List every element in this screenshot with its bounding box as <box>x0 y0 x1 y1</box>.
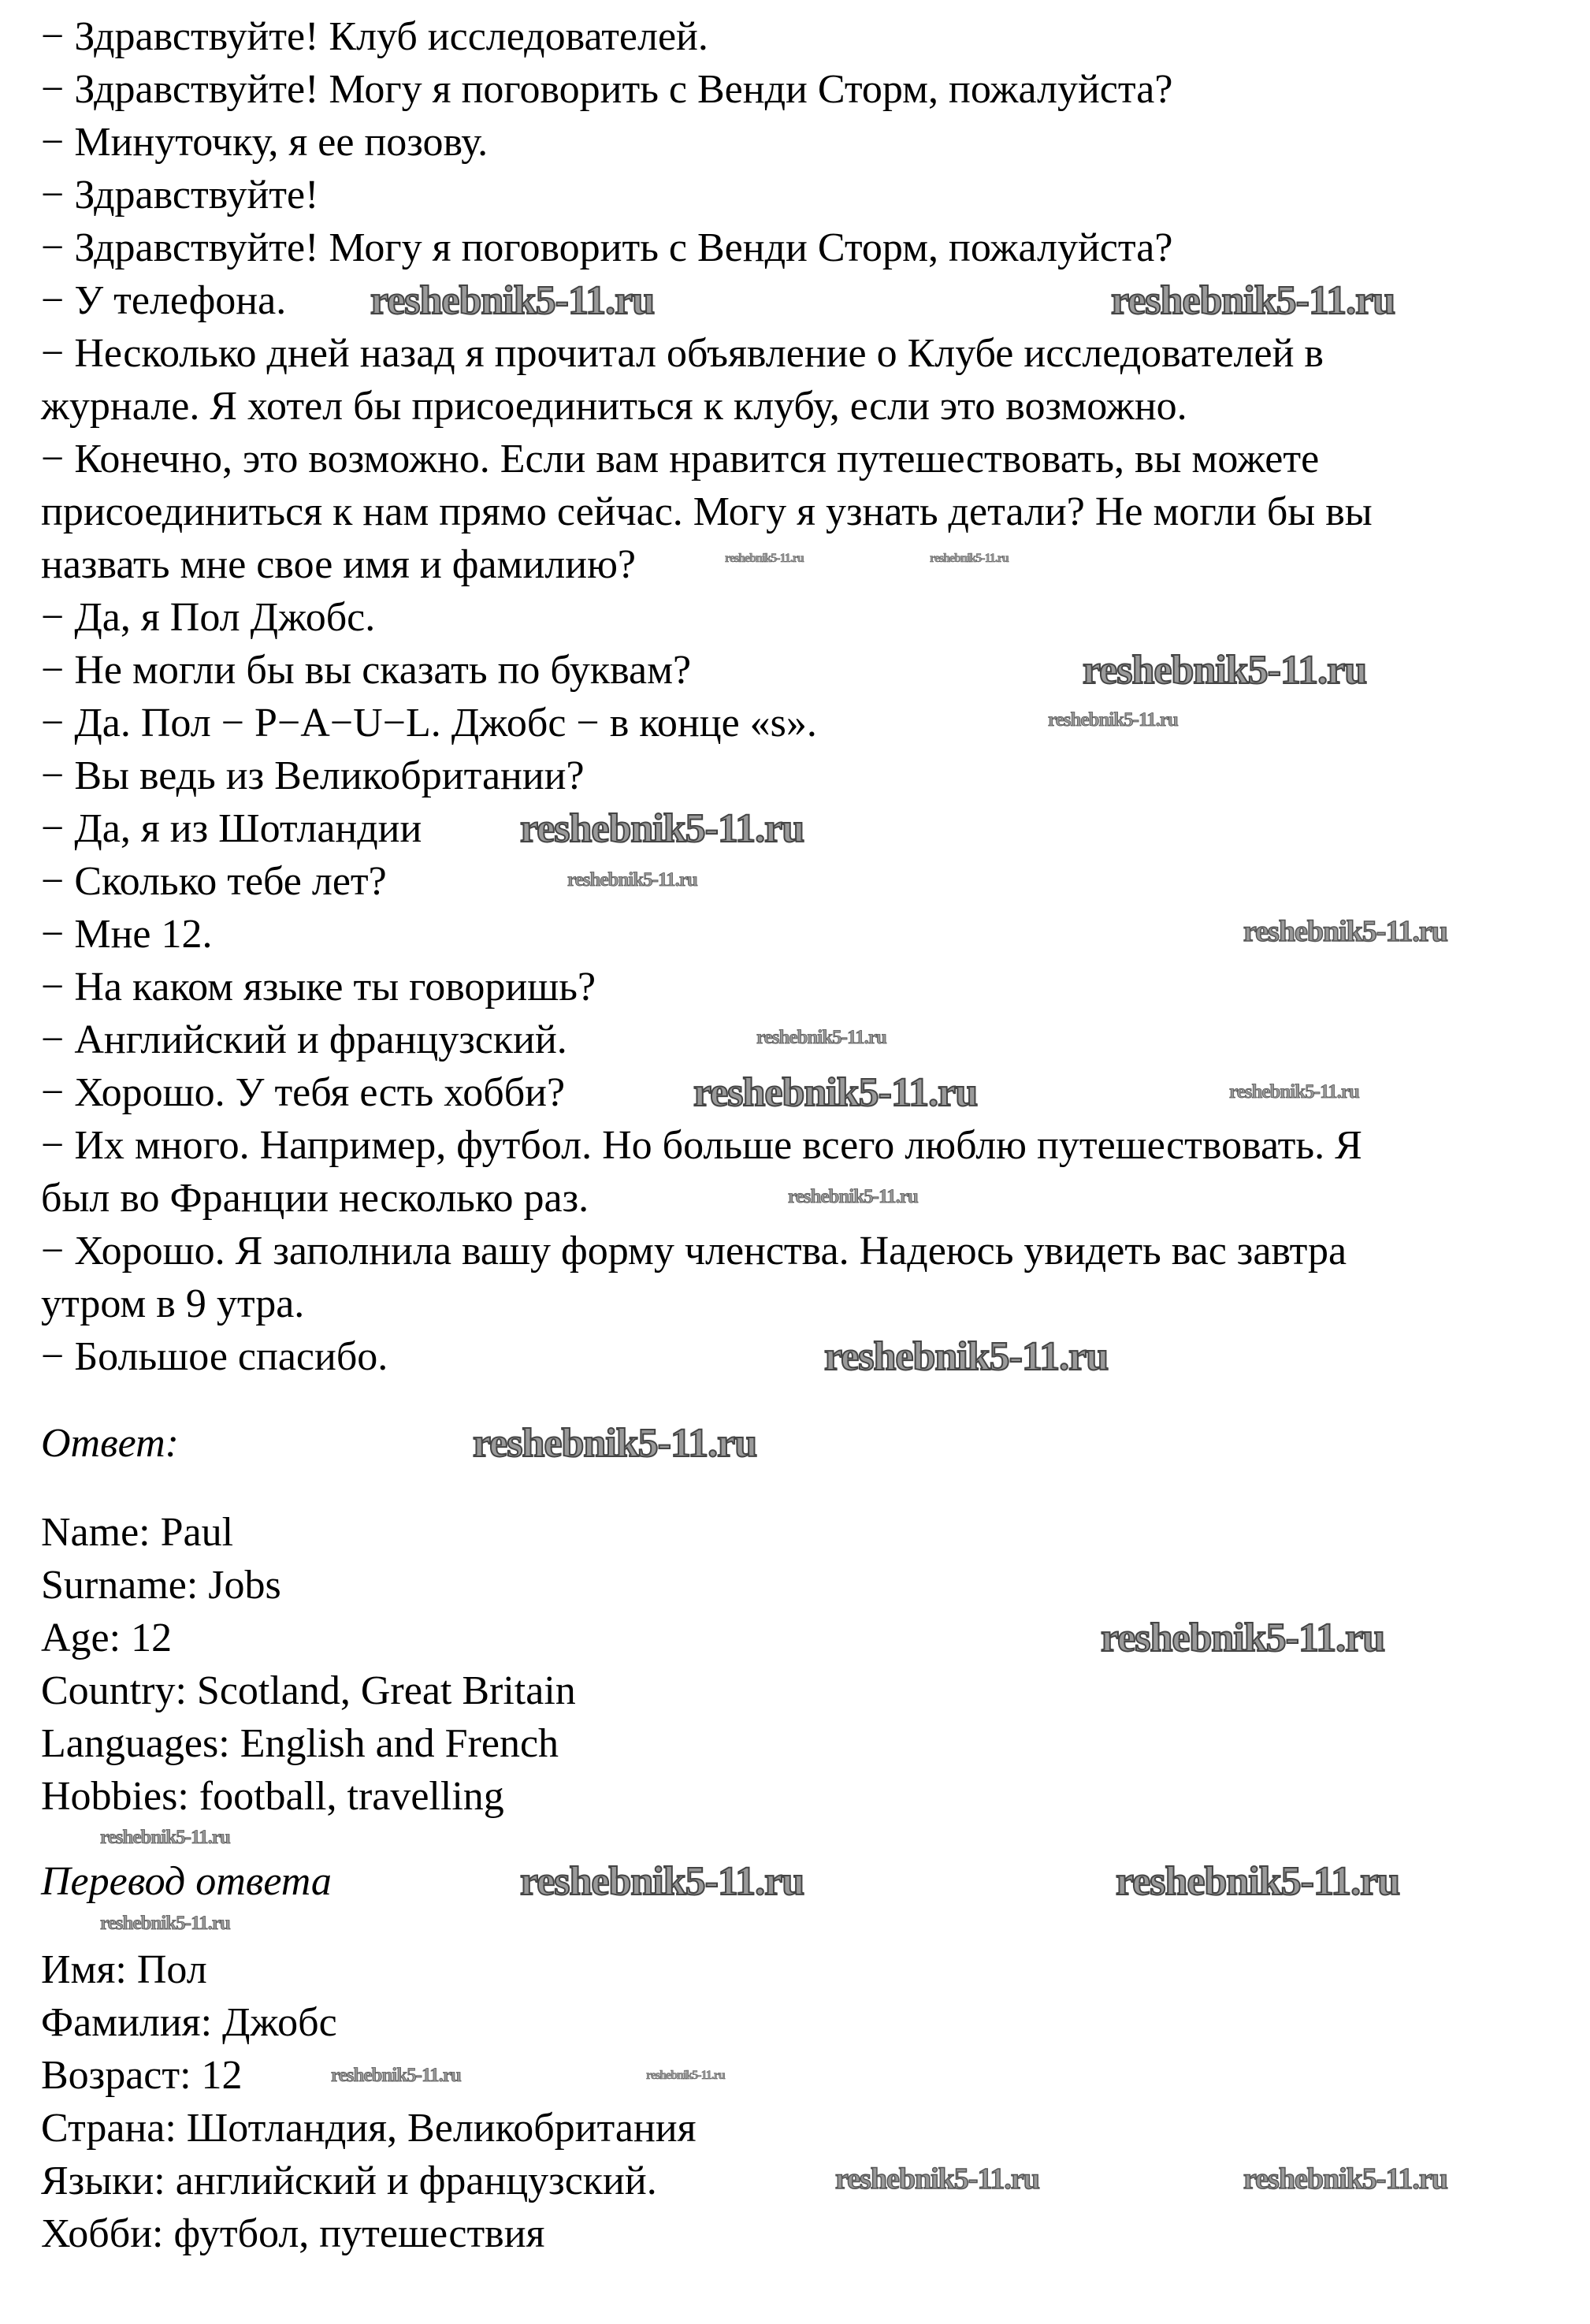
answer-line: Country: Scotland, Great Britain <box>41 1668 576 1713</box>
dialogue-line: − Здравствуйте! Клуб исследователей. <box>41 14 708 59</box>
dialogue-line: − На каком языке ты говоришь? <box>41 965 596 1010</box>
translation-line: Имя: Пол <box>41 1947 207 1992</box>
watermark: reshebnik5-11.ru <box>1083 648 1367 693</box>
watermark: reshebnik5-11.ru <box>1101 1616 1385 1660</box>
translation-line: Языки: английский и французский. <box>41 2159 657 2203</box>
dialogue-line: − Да, я из Шотландии <box>41 806 422 851</box>
dialogue <box>41 10 1373 1383</box>
dialogue-line: − Вы ведь из Великобритании? <box>41 753 585 798</box>
dialogue-line: − Большое спасибо. <box>41 1334 388 1379</box>
translation-heading: Перевод ответа <box>41 1859 332 1904</box>
watermark: reshebnik5-11.ru <box>930 552 1009 565</box>
answer-line: Surname: Jobs <box>41 1563 281 1608</box>
watermark: reshebnik5-11.ru <box>520 806 804 851</box>
watermark: reshebnik5-11.ru <box>1048 709 1178 731</box>
watermark: reshebnik5-11.ru <box>788 1186 918 1207</box>
translation-list <box>41 1943 697 2260</box>
watermark: reshebnik5-11.ru <box>520 1859 804 1904</box>
answer-line: Name: Paul <box>41 1510 234 1555</box>
dialogue-line: − Несколько дней назад я прочитал объявление о Клубе исследователей в <box>41 331 1324 376</box>
translation-line: Хобби: футбол, путешествия <box>41 2211 545 2256</box>
dialogue-line: − Их много. Например, футбол. Но больше всего люблю путешествовать. Я <box>41 1123 1362 1168</box>
dialogue-line: − Хорошо. У тебя есть хобби? <box>41 1070 566 1115</box>
watermark: reshebnik5-11.ru <box>1229 1081 1359 1103</box>
watermark: reshebnik5-11.ru <box>824 1334 1109 1379</box>
watermark: reshebnik5-11.ru <box>473 1421 757 1466</box>
dialogue-line: − Минуточку, я ее позову. <box>41 120 489 165</box>
dialogue-line: − Да, я Пол Джобс. <box>41 595 376 640</box>
watermark: reshebnik5-11.ru <box>100 1913 230 1934</box>
watermark: reshebnik5-11.ru <box>835 2162 1039 2196</box>
dialogue-line: утром в 9 утра. <box>41 1281 305 1326</box>
dialogue-line: − Здравствуйте! Могу я поговорить с Венди Сторм, пожалуйста? <box>41 67 1173 112</box>
dialogue-line: − У телефона. <box>41 278 287 323</box>
dialogue-line: − Да. Пол − P−A−U−L. Джобс − в конце «s». <box>41 701 817 746</box>
dialogue-line: − Мне 12. <box>41 912 213 957</box>
dialogue-line: назвать мне свое имя и фамилию? <box>41 542 636 587</box>
dialogue-line: − Здравствуйте! <box>41 173 319 218</box>
watermark: reshebnik5-11.ru <box>100 1827 230 1848</box>
translation-line: Возраст: 12 <box>41 2053 243 2098</box>
watermark: reshebnik5-11.ru <box>567 869 697 891</box>
dialogue-line: журнале. Я хотел бы присоединиться к клубу, если это возможно. <box>41 384 1187 429</box>
watermark: reshebnik5-11.ru <box>1243 915 1447 948</box>
watermark: reshebnik5-11.ru <box>370 278 655 323</box>
answer-heading: Ответ: <box>41 1421 179 1466</box>
dialogue-line: − Здравствуйте! Могу я поговорить с Венди Сторм, пожалуйста? <box>41 225 1173 270</box>
watermark: reshebnik5-11.ru <box>725 552 804 565</box>
answer-line: Hobbies: football, travelling <box>41 1774 504 1819</box>
dialogue-line: был во Франции несколько раз. <box>41 1176 589 1221</box>
watermark: reshebnik5-11.ru <box>1243 2162 1447 2196</box>
watermark: reshebnik5-11.ru <box>1111 278 1395 323</box>
dialogue-line: − Хорошо. Я заполнила вашу форму членства. Надеюсь увидеть вас завтра <box>41 1229 1347 1274</box>
translation-line: Фамилия: Джобс <box>41 2000 337 2045</box>
dialogue-line: − Сколько тебе лет? <box>41 859 387 904</box>
answer-line: Age: 12 <box>41 1616 173 1660</box>
dialogue-line: − Не могли бы вы сказать по буквам? <box>41 648 692 693</box>
dialogue-line: − Конечно, это возможно. Если вам нравится путешествовать, вы можете <box>41 437 1320 482</box>
watermark: reshebnik5-11.ru <box>1116 1859 1400 1904</box>
watermark: reshebnik5-11.ru <box>331 2065 461 2086</box>
watermark: reshebnik5-11.ru <box>693 1070 978 1115</box>
translation-line: Страна: Шотландия, Великобритания <box>41 2106 697 2151</box>
watermark: reshebnik5-11.ru <box>756 1027 886 1048</box>
watermark: reshebnik5-11.ru <box>646 2069 725 2082</box>
dialogue-line: − Английский и французский. <box>41 1017 567 1062</box>
answer-list <box>41 1506 576 1823</box>
answer-line: Languages: English and French <box>41 1721 559 1766</box>
dialogue-line: присоединиться к нам прямо сейчас. Могу я узнать детали? Не могли бы вы <box>41 489 1373 534</box>
